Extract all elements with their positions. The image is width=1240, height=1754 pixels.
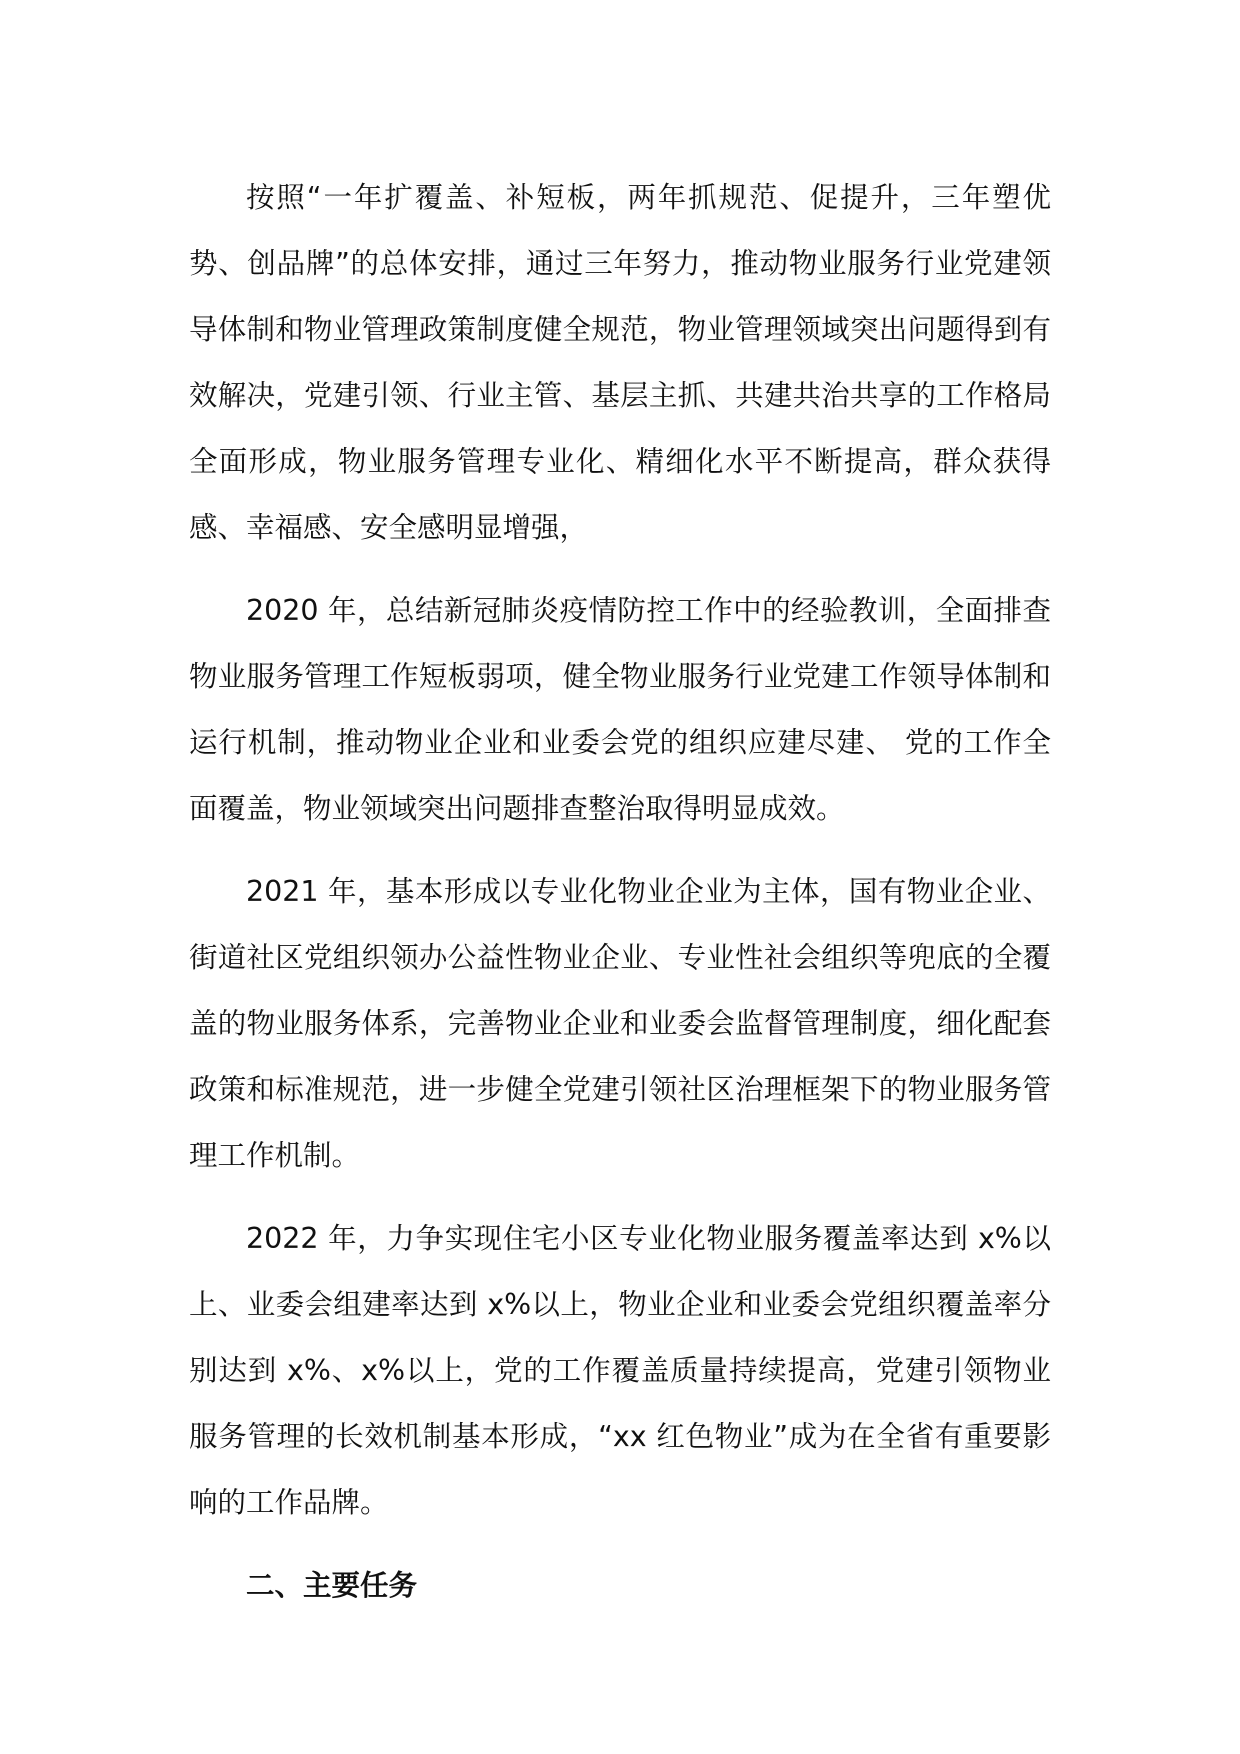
section-heading-main-tasks: 二、主要任务 [246,1569,418,1602]
paragraph-2022-goal: 2022 年，力争实现住宅小区专业化物业服务覆盖率达到 x%以上、业委会组建率达到 x%以上，物业企业和业委会党组织覆盖率分别达到 x%、x%以上，党的工作覆盖质量持续提高，党建引领物业服务管理的长效机制基本形成，“xx 红色物业”成为在全省有重要影响的工作品牌。 [189,1222,1051,1519]
paragraph-2020-goal: 2020 年，总结新冠肺炎疫情防控工作中的经验教训，全面排查物业服务管理工作短板弱项，健全物业服务行业党建工作领导体制和运行机制，推动物业企业和业委会党的组织应建尽建、 党的工作全面覆盖，物业领域突出问题排查整治取得明显成效。 [189,594,1051,825]
document-body [189,165,1051,1619]
paragraph-overall-goal: 按照“一年扩覆盖、补短板，两年抓规范、促提升，三年塑优势、创品牌”的总体安排，通过三年努力，推动物业服务行业党建领导体制和物业管理政策制度健全规范，物业管理领域突出问题得到有效解决，党建引领、行业主管、基层主抓、共建共治共享的工作格局全面形成，物业服务管理专业化、精细化水平不断提高，群众获得感、幸福感、安全感明显增强， [189,181,1051,544]
paragraph-2021-goal: 2021 年，基本形成以专业化物业企业为主体，国有物业企业、街道社区党组织领办公益性物业企业、专业性社会组织等兜底的全覆盖的物业服务体系，完善物业企业和业委会监督管理制度，细化配套政策和标准规范，进一步健全党建引领社区治理框架下的物业服务管理工作机制。 [189,875,1051,1172]
